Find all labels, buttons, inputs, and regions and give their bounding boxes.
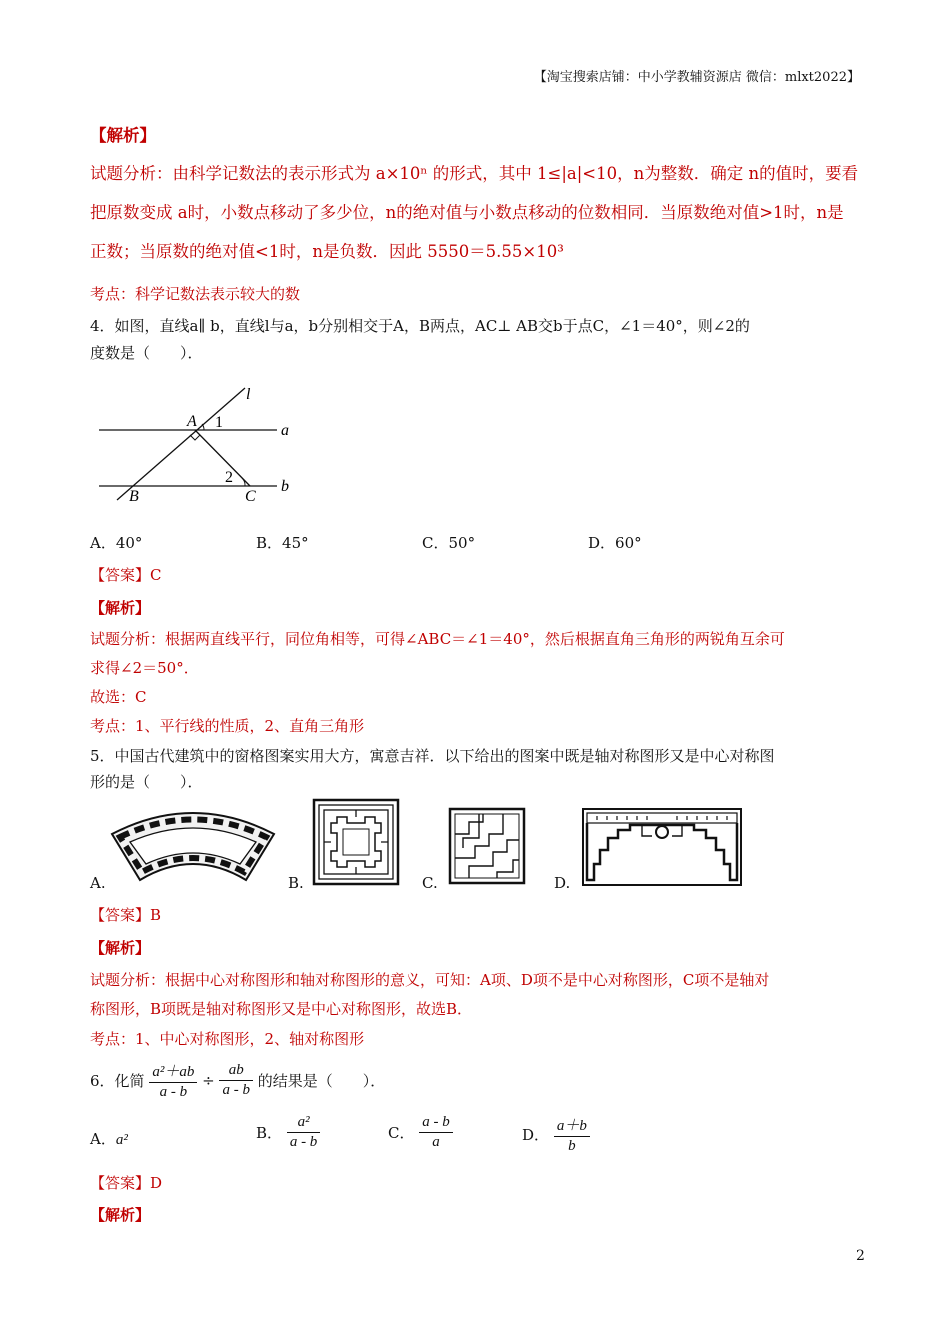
q6-frac1-denominator: a - b [159, 1084, 188, 1100]
q6-option-c-denominator: a [432, 1134, 440, 1150]
q5-pattern-c-lattice [449, 808, 525, 884]
q4-answer: 【答案】C [90, 566, 162, 584]
q3-jiexi-label: 【解析】 [90, 126, 156, 145]
q3-analysis-line3: 正数；当原数的绝对值<1时，n是负数．因此 5550＝5.55×10³ [90, 242, 564, 261]
q4-guxuan: 故选：C [90, 688, 147, 706]
page-header: 【淘宝搜索店铺：中小学教辅资源店 微信：mlxt2022】 [533, 70, 860, 85]
right-angle-mark [190, 435, 200, 440]
q6-stem-suffix: 的结果是（ ）． [257, 1072, 386, 1090]
q6-option-a [90, 1128, 128, 1149]
q6-option-c [388, 1114, 453, 1151]
q4-kaodian: 考点：1、平行线的性质，2、直角三角形 [90, 717, 365, 735]
q5-analysis-line1: 试题分析：根据中心对称图形和轴对称图形的意义，可知：A项、D项不是中心对称图形，C项不是轴对 [90, 971, 770, 989]
q6-option-d [522, 1114, 590, 1155]
q4-stem-line2: 度数是（ ）． [90, 344, 203, 362]
q4-jiexi-label: 【解析】 [90, 599, 151, 617]
q3-analysis-line2: 把原数变成 a时，小数点移动了多少位，n的绝对值与小数点移动的位数相同．当原数绝对值>1时，n是 [90, 203, 844, 222]
q6-option-b-denominator: a - b [289, 1134, 318, 1150]
q6-option-d-fraction [554, 1114, 590, 1155]
q5-stem-line2: 形的是（ ）． [90, 773, 203, 791]
q4-option-d: D．60° [588, 534, 642, 552]
q6-option-b-label: B． [256, 1124, 283, 1142]
q6-option-c-fraction [419, 1114, 453, 1151]
q6-option-b-fraction [287, 1114, 321, 1151]
segment-ac [195, 430, 250, 486]
q6-option-c-label: C． [388, 1124, 415, 1142]
q5-answer: 【答案】B [90, 906, 162, 924]
q4-analysis-line1: 试题分析：根据两直线平行，同位角相等，可得∠ABC＝∠1＝40°，然后根据直角三角形的两锐角互余可 [90, 630, 785, 648]
label-angle-2: 2 [225, 469, 233, 486]
q6-stem [90, 1060, 385, 1101]
q6-option-b-numerator: a² [287, 1114, 321, 1133]
q5-analysis-line2: 称图形，B项既是轴对称图形又是中心对称图形，故选B． [90, 1000, 473, 1018]
q6-fraction-2 [219, 1062, 253, 1099]
q4-stem-line1: 4．如图，直线a∥ b，直线l与a，b分别相交于A，B两点，AC⊥ AB交b于点C，∠1＝40°，则∠2的 [90, 317, 750, 335]
q5-pattern-d-arch [582, 808, 742, 886]
q6-stem-prefix: 6．化简 [90, 1072, 145, 1090]
q5-pattern-b-square [313, 799, 399, 885]
q6-frac2-numerator: ab [219, 1062, 253, 1081]
q4-option-a: A．40° [90, 534, 143, 552]
angle-2-arc [242, 478, 245, 486]
q4-option-b: B．45° [256, 534, 309, 552]
label-B: B [129, 488, 139, 505]
label-angle-1: 1 [215, 414, 223, 431]
q5-stem-line1: 5．中国古代建筑中的窗格图案实用大方，寓意吉祥．以下给出的图案中既是轴对称图形又是中心对称图 [90, 747, 775, 765]
q4-geometry-figure [95, 384, 315, 509]
q4-option-c: C．50° [422, 534, 476, 552]
label-b: b [281, 478, 289, 495]
q6-division-sign: ÷ [202, 1071, 215, 1090]
label-A: A [187, 413, 197, 430]
q6-frac1-numerator: a²＋ab [149, 1060, 197, 1083]
q6-answer: 【答案】D [90, 1174, 163, 1192]
q5-jiexi-label: 【解析】 [90, 939, 151, 957]
q5-option-d: D. [554, 874, 571, 892]
q6-frac2-denominator: a - b [222, 1082, 250, 1098]
q6-option-c-numerator: a - b [419, 1114, 453, 1133]
q5-option-a: A. [90, 874, 106, 892]
label-l: l [246, 386, 251, 403]
q6-option-a-expr: a² [115, 1132, 128, 1148]
label-a: a [281, 422, 289, 439]
q3-kaodian: 考点：科学记数法表示较大的数 [90, 285, 301, 303]
q3-analysis-line1: 试题分析：由科学记数法的表示形式为 a×10ⁿ 的形式，其中 1≤|a|<10，n为整数．确定 n的值时，要看 [90, 164, 859, 183]
q6-option-a-label: A． [90, 1130, 116, 1148]
label-C: C [245, 488, 256, 505]
q6-fraction-1 [149, 1060, 197, 1101]
q6-option-d-label: D． [522, 1126, 550, 1144]
q6-jiexi-label: 【解析】 [90, 1206, 151, 1224]
q5-option-b: B. [288, 874, 304, 892]
q6-option-d-numerator: a＋b [554, 1114, 590, 1137]
q4-analysis-line2: 求得∠2＝50°． [90, 659, 199, 677]
page-number: 2 [856, 1248, 865, 1264]
q5-kaodian: 考点：1、中心对称图形，2、轴对称图形 [90, 1030, 365, 1048]
q6-option-b [256, 1114, 320, 1151]
q5-pattern-a-fan [108, 806, 278, 886]
q6-option-d-denominator: b [568, 1138, 576, 1154]
q5-option-c: C. [422, 874, 438, 892]
